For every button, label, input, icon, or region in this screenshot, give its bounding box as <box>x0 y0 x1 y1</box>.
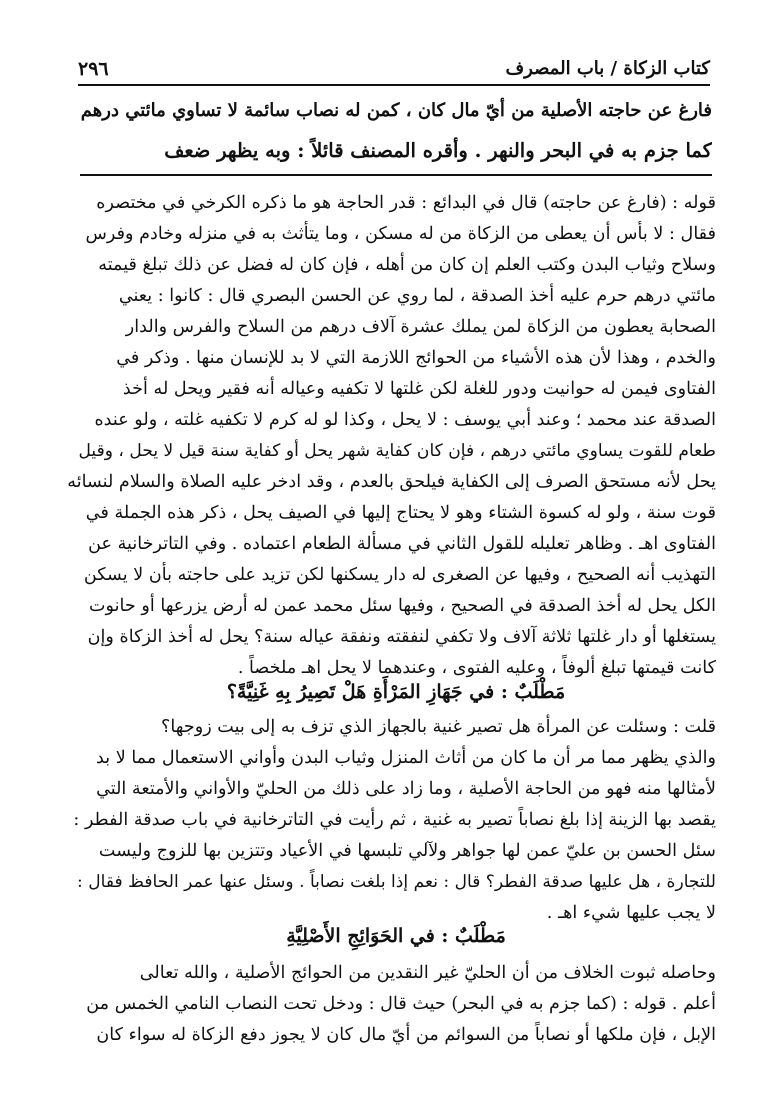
commentary-line: الصحابة يعطون من الزكاة لمن يملك عشرة آلاف درهم من السلاح والفرس والدار <box>125 317 716 337</box>
commentary-line: الصدقة عند محمد ؛ وعند أبي يوسف : لا يحل ، وكذا لو له كرم لا تكفيه غلته ، ولو عنده <box>94 410 716 430</box>
main-text-line: كما جزم به في البحر والنهر . وأقره المصنف قائلاً : وبه يظهر ضعف <box>164 139 712 162</box>
commentary-line: الكل يحل له أخذ الصدقة في الصحيح ، وفيها سئل محمد عمن له أرض يزرعها أو حانوت <box>88 596 716 616</box>
section-heading-dowry: مَطْلَبٌ : في جَهَازِ المَرْأَةِ هَلْ تَصِيرُ بِهِ غَنِيَّةً؟ <box>226 681 566 703</box>
commentary-line: مائتي درهم حرم عليه أخذ الصدقة ، لما روي عن الحسن البصري قال : كانوا : يعني <box>118 286 716 306</box>
commentary-line: الفتاوى اهـ . وظاهر تعليله للقول الثاني في مسألة الطعام اعتماده . وفي التاترخانية عن <box>88 534 716 554</box>
commentary-line: وحاصله ثبوت الخلاف من أن الحليّ غير النقدين من الحوائج الأصلية ، والله تعالى <box>139 963 716 983</box>
commentary-block <box>66 188 716 684</box>
commentary-line: قلت : وسئلت عن المرأة هل تصير غنية بالجهاز الذي تزف به إلى بيت زوجها؟ <box>161 717 716 737</box>
commentary-line: لا يجب عليها شيء اهـ . <box>546 903 716 923</box>
commentary-line: قوله : (فارغ عن حاجته) قال في البدائع : قدر الحاجة هو ما ذكره الكرخي في مختصره <box>96 193 716 213</box>
commentary-line: الفتاوى فيمن له حوانيت ودور للغلة لكن غلتها لا تكفيه وعياله أنه فقير ويحل له أخذ <box>122 379 716 399</box>
commentary-line: قوت سنة ، ولو له كسوة الشتاء وهو لا يحتاج إليها في الصيف يحل ، ذكر هذه الجملة في <box>85 503 716 523</box>
commentary-line: والخدم ، وهذا لأن هذه الأشياء من الحوائج اللازمة التي لا بد للإنسان منها . وذكر في <box>116 348 716 368</box>
commentary-line: يستغلها أو دار غلتها ثلاثة آلاف ولا تكفي لنفقته ونفقة عياله سنة؟ يحل له أخذ الزكاة وإن <box>87 627 716 647</box>
section-heading-basic-needs: مَطْلَبٌ : في الحَوَائِجِ الأَصْلِيَّةِ <box>286 925 506 947</box>
commentary-line: الإبل ، فإن ملكها أو نصاباً من السوائم من أيّ مال كان لا يجوز دفع الزكاة له سواء كان <box>96 1025 716 1045</box>
main-text <box>80 91 712 171</box>
commentary-line: يقصد بها الزينة إذا بلغ نصاباً تصير به غنية ، ثم رأيت في التاترخانية في باب صدقة الفطر : <box>73 810 716 830</box>
commentary-line: لأمثالها منه فهو من الحاجة الأصلية ، وما زاد على ذلك من الحليّ والأواني والأمتعة التي <box>96 779 716 799</box>
commentary-line: فقال : لا بأس أن يعطى من الزكاة من له مسكن ، وما يتأثث به في منزله وخادم وفرس <box>85 224 716 244</box>
commentary-line: كانت قيمتها تبلغ ألوفاً ، وعليه الفتوى ، وعندهما لا يحل اهـ ملخصاً . <box>237 658 716 678</box>
commentary-line: يحل لأنه مستحق الصرف إلى الكفاية فيلحق بالعدم ، وقد ادخر عليه الصلاة والسلام لنسائه <box>67 472 716 492</box>
commentary-line: والذي يظهر مما مر أن ما كان من أثاث المنزل وثياب البدن وأواني الاستعمال مما لا بد <box>95 748 716 768</box>
running-title: كتاب الزكاة / باب المصرف <box>505 58 710 79</box>
commentary-line: أعلم . قوله : (كما جزم به في البحر) حيث قال : ودخل تحت النصاب النامي الخمس من <box>86 994 716 1014</box>
main-text-line: فارغ عن حاجته الأصلية من أيّ مال كان ، كمن له نصاب سائمة لا تساوي مائتي درهم <box>80 100 712 121</box>
commentary-line: سئل الحسن بن عليّ عمن لها جواهر ولآلي تلبسها في الأعياد وتتزين بها للزوج وليست <box>98 841 716 861</box>
commentary-line: للتجارة ، هل عليها صدقة الفطر؟ قال : نعم إذا بلغت نصاباً . وسئل عنها عمر الحافظ فقال : <box>77 872 716 892</box>
page-header <box>78 56 710 86</box>
page-number: ٢٩٦ <box>78 58 109 80</box>
commentary-line: وسلاح وثياب البدن وكتب العلم إن كان من أهله ، فإن كان له فضل عن ذلك تبلغ قيمته <box>98 255 716 275</box>
commentary-block <box>66 958 716 1051</box>
commentary-block <box>66 712 716 929</box>
commentary-line: طعام للقوت يساوي مائتي درهم ، فإن كان كفاية شهر يحل أو كفاية سنة قيل لا يحل ، وقيل <box>78 441 716 461</box>
text-divider <box>80 174 712 176</box>
commentary-line: التهذيب أنه الصحيح ، وفيها عن الصغرى له دار يسكنها لكن تزيد على حاجته بأن لا يسكن <box>83 565 716 585</box>
